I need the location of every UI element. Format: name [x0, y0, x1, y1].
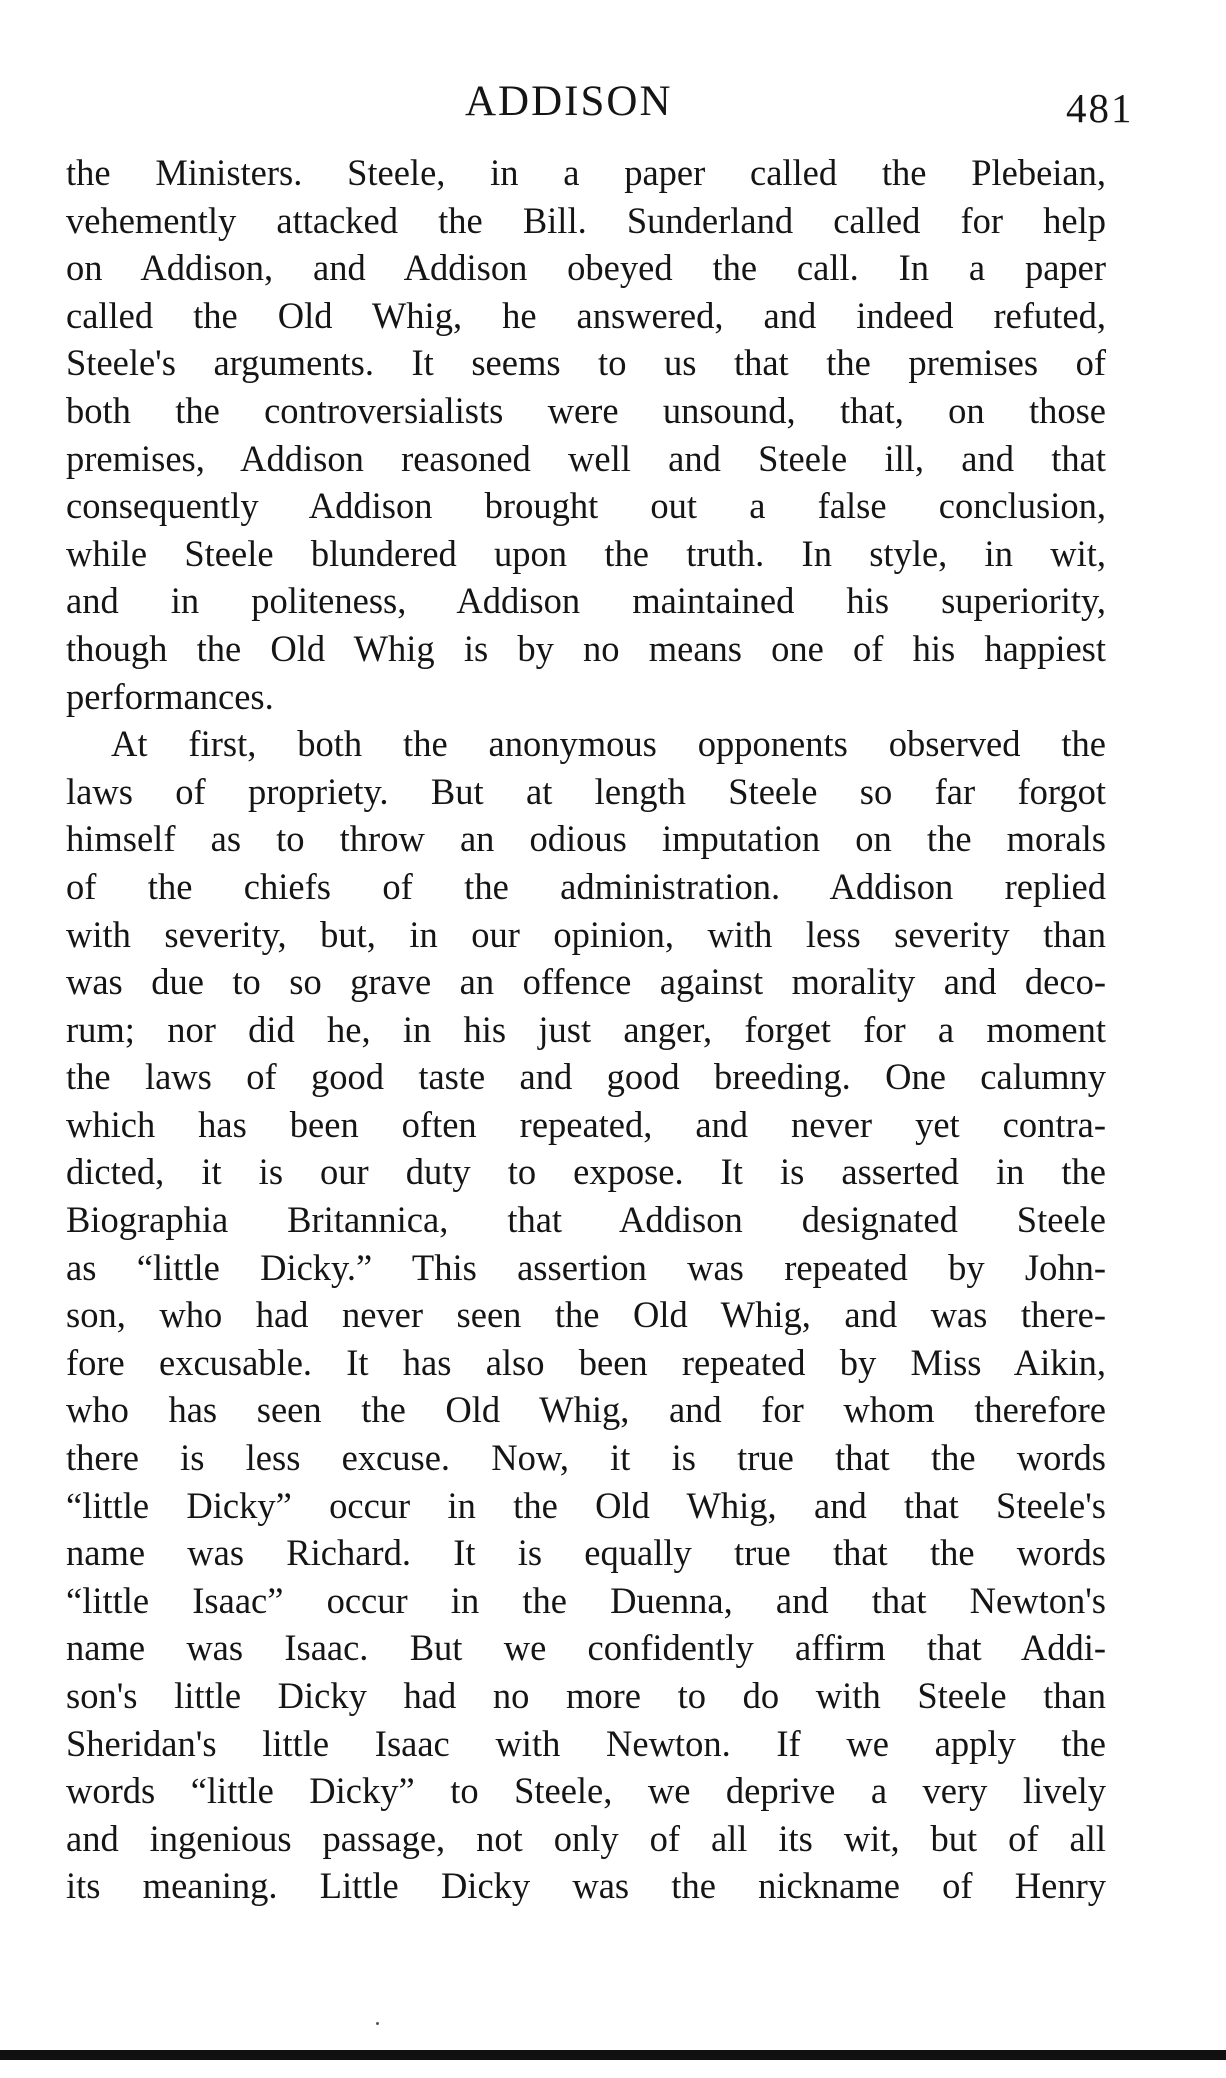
text-line: its meaning. Little Dicky was the nickname of Henry [66, 1865, 1106, 1907]
running-head [0, 72, 1226, 132]
text-line: son's little Dicky had no more to do with Steele than [66, 1675, 1106, 1716]
text-line: Steele's arguments. It seems to us that the premises of [66, 342, 1106, 384]
text-line: with severity, but, in our opinion, with less severity than [66, 913, 1106, 955]
text-line: and in politeness, Addison maintained his superiority, [66, 580, 1106, 622]
text-line: “little Isaac” occur in the Duenna, and that Newton's [66, 1579, 1106, 1621]
text-line: premises, Addison reasoned well and Steele ill, and that [66, 437, 1106, 479]
text-line: there is less excuse. Now, it is true that the words [66, 1437, 1106, 1479]
body-text [66, 149, 1106, 1910]
text-line: At first, both the anonymous opponents observed the [111, 723, 1106, 765]
text-line: Biographia Britannica, that Addison designated Steele [66, 1199, 1106, 1241]
text-line: laws of propriety. But at length Steele so far forgot [66, 770, 1106, 812]
text-line: while Steele blundered upon the truth. In style, in wit, [66, 532, 1106, 574]
text-line: though the Old Whig is by no means one of his happiest [66, 627, 1106, 669]
text-line: rum; nor did he, in his just anger, forget for a moment [66, 1008, 1106, 1050]
text-line: performances. [66, 675, 274, 717]
page-bottom-edge [0, 2050, 1226, 2060]
running-title: ADDISON [465, 78, 673, 125]
text-line: himself as to throw an odious imputation on the morals [66, 818, 1106, 860]
text-line: was due to so grave an offence against morality and deco- [66, 961, 1106, 1003]
text-line: the laws of good taste and good breeding. One calumny [66, 1056, 1106, 1098]
text-line: vehemently attacked the Bill. Sunderland called for help [66, 199, 1106, 241]
text-line: name was Isaac. But we confidently affirm that Addi- [66, 1627, 1106, 1669]
text-line: the Ministers. Steele, in a paper called the Plebeian, [66, 152, 1106, 193]
text-line: words “little Dicky” to Steele, we deprive a very lively [66, 1770, 1106, 1812]
text-line: and ingenious passage, not only of all its wit, but of all [66, 1817, 1106, 1859]
page-number: 481 [1066, 85, 1134, 131]
text-line: called the Old Whig, he answered, and indeed refuted, [66, 294, 1106, 336]
text-line: on Addison, and Addison obeyed the call. In a paper [66, 247, 1106, 289]
text-line: fore excusable. It has also been repeated by Miss Aikin, [66, 1341, 1106, 1383]
text-line: dicted, it is our duty to expose. It is asserted in the [66, 1151, 1106, 1193]
paragraph-1 [66, 149, 1106, 720]
print-speck [376, 2022, 379, 2025]
text-line: of the chiefs of the administration. Addison replied [66, 865, 1106, 907]
text-line: both the controversialists were unsound, that, on those [66, 389, 1106, 431]
paragraph-2 [66, 720, 1106, 1910]
text-line: which has been often repeated, and never yet contra- [66, 1103, 1106, 1145]
text-line: name was Richard. It is equally true that the words [66, 1532, 1106, 1574]
text-line: “little Dicky” occur in the Old Whig, and that Steele's [66, 1484, 1106, 1526]
text-line: who has seen the Old Whig, and for whom therefore [66, 1389, 1106, 1431]
text-line: as “little Dicky.” This assertion was repeated by John- [66, 1246, 1106, 1288]
text-line: son, who had never seen the Old Whig, and was there- [66, 1294, 1106, 1336]
text-line: Sheridan's little Isaac with Newton. If we apply the [66, 1722, 1106, 1764]
text-line: consequently Addison brought out a false conclusion, [66, 485, 1106, 527]
